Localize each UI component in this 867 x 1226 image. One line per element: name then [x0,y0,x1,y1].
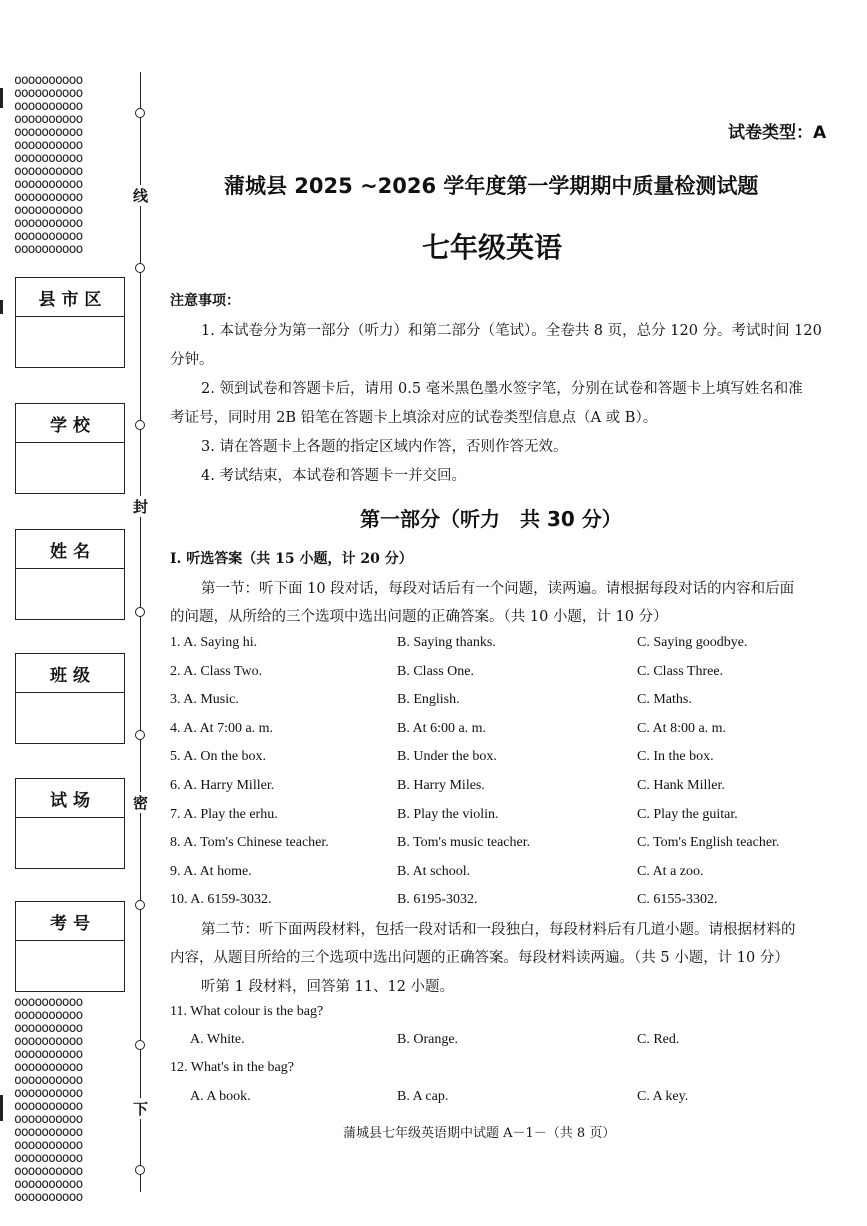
class-field[interactable] [16,693,124,743]
binding-circle [135,900,145,910]
part-title: 第一部分（听力 共 30 分） [360,507,622,531]
option-a[interactable]: 8. A. Tom's Chinese teacher. [170,835,329,851]
binding-line [140,72,141,1192]
exam-room-field[interactable] [16,818,124,868]
question-stem: 12. What's in the bag? [170,1060,294,1075]
option-b[interactable]: B. Saying thanks. [397,635,496,650]
option-a[interactable]: 5. A. On the box. [170,749,267,765]
county-box[interactable] [15,277,125,368]
question-stem: 11. What colour is the bag? [170,1004,324,1019]
binding-char-feng: 封 [133,498,149,516]
option-c[interactable]: C. Tom's English teacher. [637,835,780,851]
option-c[interactable]: C. Class Three. [637,663,724,679]
exam-number-field[interactable] [16,941,124,991]
notes-item: 2. 领到试卷和答题卡后，请用 0.5 毫米黑色墨水签字笔，分别在试卷和答题卡上填写姓名和准 [201,381,803,397]
section1-intro: 第一节：听下面 10 段对话，每段对话后有一个问题，读两遍。请根据每段对话的内容和后面 [201,581,795,597]
option-c[interactable]: C. At 8:00 a. m. [637,720,727,736]
binding-char-xia: 下 [133,1100,149,1118]
section2-intro: 第二节：听下面两段材料，包括一段对话和一段独白，每段材料后有几道小题。请根据材料的 [201,922,796,938]
option-b[interactable]: B. At school. [397,863,471,879]
school-field[interactable] [16,443,124,493]
notes-heading: 注意事项： [170,293,240,309]
exam-room-label: 试 场 [16,779,124,818]
name-field[interactable] [16,569,124,619]
binding-circle [135,1040,145,1050]
exam-number-label: 考 号 [16,902,124,941]
option-c[interactable]: C. At a zoo. [637,863,704,879]
section2-intro: 内容，从题目所给的三个选项中选出问题的正确答案。每段材料读两遍。（共 5 小题，计 10 分） [170,950,789,966]
class-label: 班 级 [16,654,124,693]
binding-char-xian: 线 [133,187,149,205]
option-b[interactable]: B. Harry Miles. [397,778,485,793]
notes-item: 考证号，同时用 2B 铅笔在答题卡上填涂对应的试卷类型信息点（A 或 B）。 [170,410,658,426]
edge-mark-mid [0,300,3,314]
binding-circle [135,730,145,740]
section1-heading: Ⅰ. 听选答案（共 15 小题，计 20 分） [170,551,413,567]
binding-circle [135,1165,145,1175]
option-b[interactable]: B. 6195-3032. [397,892,478,908]
option-a[interactable]: 2. A. Class Two. [170,663,263,679]
notes-item: 1. 本试卷分为第一部分（听力）和第二部分（笔试）。全卷共 8 页，总分 120 分。考试时间 120 [201,323,822,339]
option-b[interactable]: B. Orange. [397,1032,459,1047]
option-c[interactable]: C. Maths. [637,692,692,708]
option-b[interactable]: B. Tom's music teacher. [397,835,531,851]
option-b[interactable]: B. Class One. [397,663,474,679]
option-b[interactable]: B. At 6:00 a. m. [397,720,487,736]
exam-room-box[interactable] [15,778,125,869]
binding-circle [135,263,145,273]
edge-mark-top [0,88,3,108]
option-c[interactable]: C. Saying goodbye. [637,635,748,650]
name-label: 姓 名 [16,530,124,569]
option-c[interactable]: C. 6155-3302. [637,892,718,908]
bubble-grid-bottom: oooooooooo oooooooooo oooooooooo oooooooooo oooooooooo oooooooooo oooooooooo oooooooooo oooooooooo oooooooooo oooooooooo oooooooooo oooooooooo oooooooooo oooooooooo oooooooooo [14,995,83,1205]
class-box[interactable] [15,653,125,744]
county-label: 县 市 区 [16,278,124,317]
binding-char-mi: 密 [133,794,149,812]
notes-item: 3. 请在答题卡上各题的指定区域内作答，否则作答无效。 [201,439,568,455]
option-c[interactable]: C. Play the guitar. [637,806,738,822]
school-box[interactable] [15,403,125,494]
option-c[interactable]: C. A key. [637,1089,689,1104]
option-c[interactable]: C. Red. [637,1032,680,1047]
option-c[interactable]: C. In the box. [637,749,714,765]
exam-title: 蒲城县 2025 ~2026 学年度第一学期期中质量检测试题 [224,174,759,198]
name-box[interactable] [15,529,125,620]
option-a[interactable]: 3. A. Music. [170,692,239,708]
option-a[interactable]: A. White. [190,1032,245,1047]
page-footer: 蒲城县七年级英语期中试题 A－1－（共 8 页） [343,1126,616,1141]
option-a[interactable]: 9. A. At home. [170,863,252,879]
option-a[interactable]: 7. A. Play the erhu. [170,806,278,822]
county-field[interactable] [16,317,124,367]
notes-item: 分钟。 [170,352,214,368]
option-b[interactable]: B. Play the violin. [397,806,499,822]
bubble-grid-top: oooooooooo oooooooooo oooooooooo oooooooooo oooooooooo oooooooooo oooooooooo oooooooooo oooooooooo oooooooooo oooooooooo oooooooooo oooooooooo oooooooooo [14,73,83,257]
section2-instruction: 听第 1 段材料，回答第 11、12 小题。 [201,979,455,995]
option-a[interactable]: 1. A. Saying hi. [170,635,258,650]
option-b[interactable]: B. Under the box. [397,749,497,765]
paper-type: 试卷类型：A [728,123,827,143]
binding-circle [135,420,145,430]
school-label: 学 校 [16,404,124,443]
option-b[interactable]: B. English. [397,692,460,708]
exam-number-box[interactable] [15,901,125,992]
notes-item: 4. 考试结束，本试卷和答题卡一并交回。 [201,468,466,484]
section1-intro: 的问题，从所给的三个选项中选出问题的正确答案。（共 10 小题，计 10 分） [170,609,668,625]
exam-subtitle: 七年级英语 [422,231,563,264]
option-b[interactable]: B. A cap. [397,1089,449,1104]
option-a[interactable]: A. A book. [190,1089,251,1104]
option-a[interactable]: 6. A. Harry Miller. [170,778,275,793]
binding-circle [135,108,145,118]
option-a[interactable]: 4. A. At 7:00 a. m. [170,720,274,736]
edge-mark-bottom [0,1095,3,1121]
option-c[interactable]: C. Hank Miller. [637,778,725,793]
option-a[interactable]: 10. A. 6159-3032. [170,892,272,908]
binding-circle [135,607,145,617]
